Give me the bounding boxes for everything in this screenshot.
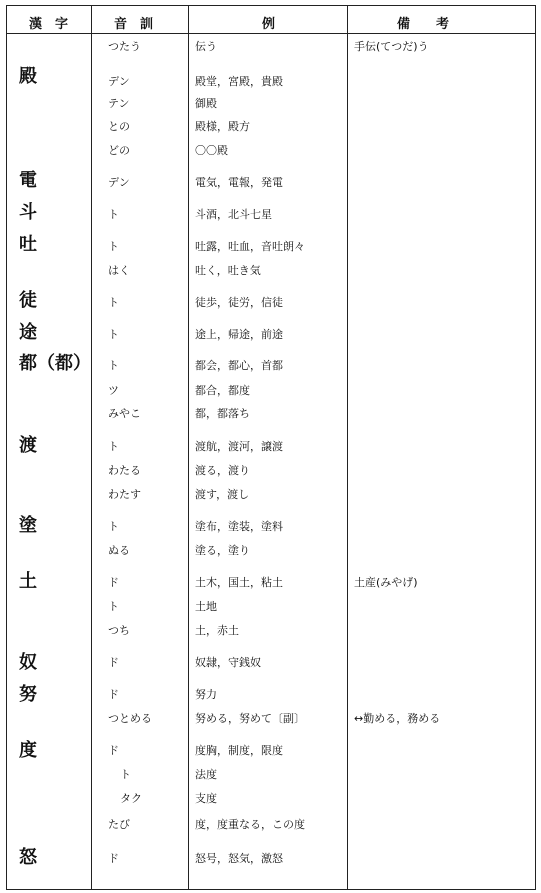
reading-cell: デン [108,75,130,88]
example-cell: 努力 [195,688,217,701]
example-cell: 土，赤土 [195,624,239,637]
reading-cell: ト [108,359,119,372]
example-cell: 徒歩，徒労，信徒 [195,296,283,309]
example-cell: 斗酒，北斗七星 [195,208,272,221]
reading-cell: ド [108,744,119,757]
kanji-entry: 渡 [19,435,37,456]
example-cell: 土地 [195,600,217,613]
example-cell: 塗る，塗り [195,544,250,557]
reading-cell: ト [108,440,119,453]
reading-cell: デン [108,176,130,189]
example-cell: 渡す，渡し [195,488,250,501]
kanji-entry: 殿 [19,66,37,87]
reading-cell: ド [108,852,119,865]
reading-cell: タク [120,792,142,805]
reading-cell: ド [108,576,119,589]
example-cell: 吐く，吐き気 [195,264,261,277]
example-cell: 途上，帰途，前途 [195,328,283,341]
example-cell: 法度 [195,768,217,781]
example-cell: 伝う [195,40,217,53]
example-cell: 電気，電報，発電 [195,176,283,189]
example-cell: 吐露，吐血，音吐朗々 [195,240,305,253]
kanji-reading-table [6,5,536,890]
example-cell: 奴隷，守銭奴 [195,656,261,669]
column-divider [188,6,189,889]
reading-cell: ド [108,688,119,701]
kanji-entry: 努 [19,684,37,705]
kanji-entry: 度 [19,740,37,761]
kanji-entry: 斗 [19,202,37,223]
kanji-entry: 徒 [19,290,37,311]
kanji-entry: 奴 [19,652,37,673]
example-cell: 殿堂，宮殿，貴殿 [195,75,283,88]
note-cell: 土産(みやげ) [354,576,418,589]
reading-cell: どの [108,144,130,157]
reading-cell: との [108,120,130,133]
example-cell: 努める，努めて〔副〕 [195,712,305,725]
kanji-entry: 怒 [19,847,37,868]
reading-cell: ト [108,328,119,341]
reading-cell: みやこ [108,407,141,420]
header-reading: 音 訓 [114,17,154,32]
example-cell: 都，都落ち [195,407,250,420]
example-cell: 御殿 [195,97,217,110]
example-cell: 渡る，渡り [195,464,250,477]
kanji-entry: 土 [19,571,37,592]
header-kanji: 漢 字 [29,17,69,32]
header-note: 備 考 [397,17,450,32]
kanji-entry: 途 [19,322,37,343]
reading-cell: ツ [108,384,119,397]
example-cell: 殿様，殿方 [195,120,250,133]
example-cell: 塗布，塗装，塗料 [195,520,283,533]
reading-cell: ト [108,520,119,533]
reading-cell: テン [108,97,130,110]
example-cell: 怒号，怒気，激怒 [195,852,283,865]
example-cell: 渡航，渡河，譲渡 [195,440,283,453]
note-cell: ↔勤める，務める [354,712,441,725]
header-divider [7,33,535,34]
reading-cell: つたう [108,40,141,53]
reading-cell: ト [108,600,119,613]
column-divider [347,6,348,889]
reading-cell: わたす [108,488,141,501]
kanji-entry: 電 [19,170,37,191]
reading-cell: わたる [108,464,141,477]
reading-cell: たび [108,818,130,831]
example-cell: 〇〇殿 [195,144,228,157]
reading-cell: ぬる [108,544,130,557]
reading-cell: はく [108,264,130,277]
kanji-entry: 吐 [19,234,37,255]
header-example: 例 [262,17,276,32]
reading-cell: ト [108,208,119,221]
reading-cell: ト [108,240,119,253]
example-cell: 土木，国土，粘土 [195,576,283,589]
reading-cell: ト [120,768,131,781]
reading-cell: つとめる [108,712,152,725]
kanji-entry: 塗 [19,515,37,536]
example-cell: 都合，都度 [195,384,250,397]
example-cell: 度胸，制度，限度 [195,744,283,757]
reading-cell: つち [108,624,130,637]
reading-cell: ド [108,656,119,669]
example-cell: 度，度重なる，この度 [195,818,305,831]
reading-cell: ト [108,296,119,309]
column-divider [91,6,92,889]
example-cell: 支度 [195,792,217,805]
example-cell: 都会，都心，首都 [195,359,283,372]
kanji-entry: 都（都） [19,353,91,374]
note-cell: 手伝(てつだ)う [354,40,429,53]
